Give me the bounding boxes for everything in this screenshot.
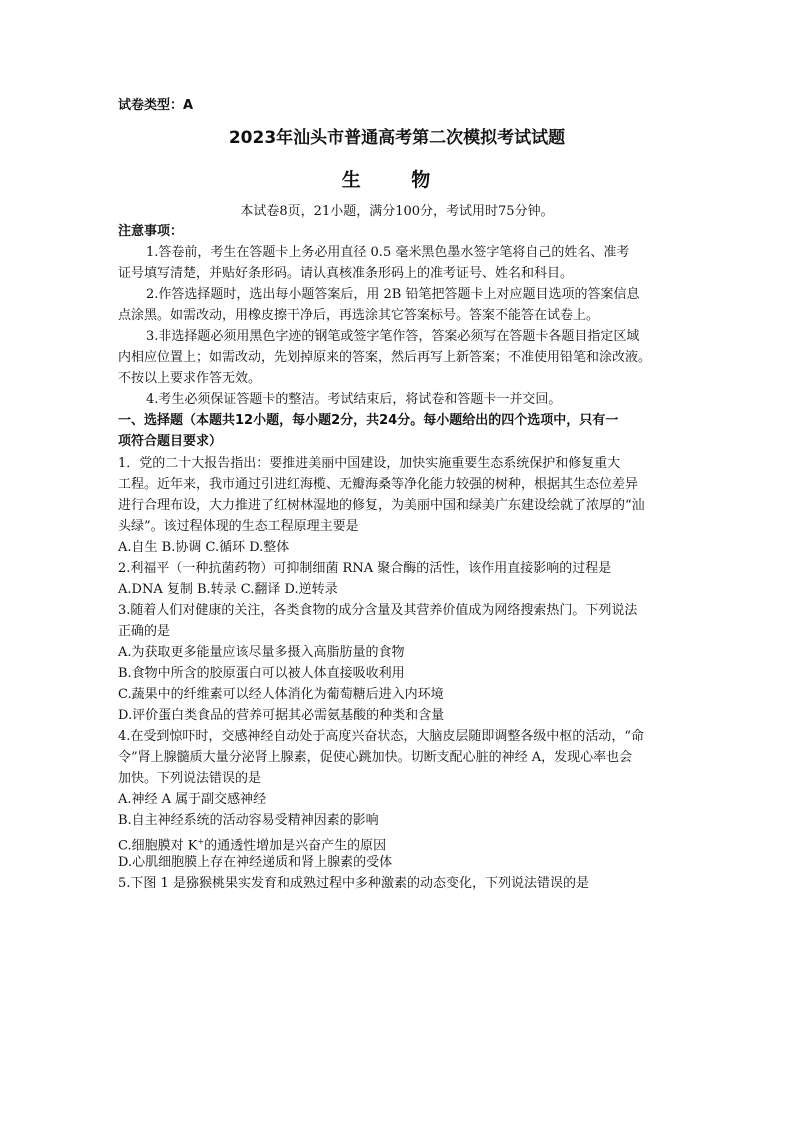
question-1-line: 头绿”。该过程体现的生态工程原理主要是 bbox=[118, 519, 359, 534]
page-title: 2023年汕头市普通高考第二次模拟考试试题 bbox=[228, 128, 566, 148]
question-3-line: 正确的是 bbox=[118, 624, 171, 639]
option-c-text: C.细胞膜对 K bbox=[118, 838, 198, 854]
note-line: 1.答卷前，考生在答题卡上务必用直径 0.5 毫米黑色墨水签字笔将自己的姓名、准考 bbox=[146, 245, 630, 260]
question-4-line: 加快。下列说法错误的是 bbox=[118, 771, 262, 786]
question-3-option-b: B.食物中所含的胶原蛋白可以被人体直接吸收利用 bbox=[118, 666, 405, 681]
note-line: 4.考生必须保证答题卡的整洁。考试结束后，将试卷和答题卡一并交回。 bbox=[146, 392, 562, 407]
notes-heading: 注意事项： bbox=[118, 224, 184, 239]
question-4-option-a: A.神经 A 属于副交感神经 bbox=[118, 792, 267, 807]
question-4-option-b: B.自主神经系统的活动容易受精神因素的影响 bbox=[118, 813, 379, 828]
note-line: 点涂黑。如需改动，用橡皮擦干净后，再选涂其它答案标号。答案不能答在试卷上。 bbox=[118, 308, 600, 323]
question-2-line: 2.利福平（一种抗菌药物）可抑制细菌 RNA 聚合酶的活性，该作用直接影响的过程是 bbox=[118, 561, 612, 576]
question-4-line: 4.在受到惊吓时，交感神经自动处于高度兴奋状态，大脑皮层随即调整各级中枢的活动，“命 bbox=[118, 729, 645, 744]
question-3-option-a: A.为获取更多能量应该尽量多摄入高脂肪量的食物 bbox=[118, 645, 405, 660]
question-3-line: 3.随着人们对健康的关注，各类食物的成分含量及其营养价值成为网络搜索热门。下列说法 bbox=[118, 603, 638, 618]
question-5-line: 5.下图 1 是猕猴桃果实发育和成熟过程中多种激素的动态变化，下列说法错误的是 bbox=[118, 876, 589, 891]
option-c-text: 的通透性增加是兴奋产生的原因 bbox=[204, 838, 387, 854]
question-1-line: 1．党的二十大报告指出：要推进美丽中国建设，加快实施重要生态系统保护和修复重大 bbox=[118, 456, 621, 471]
question-4-option-d: D.心肌细胞膜上存在神经递质和肾上腺素的受体 bbox=[118, 855, 393, 870]
potassium-charge: + bbox=[197, 837, 205, 846]
question-1-options: A.自生 B.协调 C.循环 D.整体 bbox=[118, 540, 290, 555]
question-3-option-d: D.评价蛋白类食品的营养可据其必需氨基酸的种类和含量 bbox=[118, 708, 445, 723]
note-line: 内相应位置上；如需改动，先划掉原来的答案，然后再写上新答案；不准使用铅笔和涂改液。 bbox=[118, 350, 652, 365]
question-1-line: 工程。近年来，我市通过引进红海榄、无瓣海桑等净化能力较强的树种，根据其生态位差异 bbox=[118, 477, 639, 492]
question-4-line: 令”肾上腺髓质大量分泌肾上腺素，促使心跳加快。切断支配心脏的神经 A，发现心率也会 bbox=[118, 750, 633, 765]
paper-type: 试卷类型：A bbox=[118, 98, 194, 113]
section-heading: 一、选择题（本题共12小题，每小题2分，共24分。每小题给出的四个选项中，只有一 bbox=[118, 413, 619, 428]
note-line: 不按以上要求作答无效。 bbox=[118, 371, 262, 386]
note-line: 3.非选择题必须用黑色字迹的钢笔或签字笔作答，答案必须写在答题卡各题目指定区域 bbox=[146, 329, 640, 344]
question-2-options: A.DNA 复制 B.转录 C.翻译 D.逆转录 bbox=[118, 582, 338, 597]
exam-info: 本试卷8页，21小题，满分100分，考试用时75分钟。 bbox=[240, 204, 554, 219]
section-heading: 项符合题目要求） bbox=[118, 434, 223, 449]
question-3-option-c: C.蔬果中的纤维素可以经人体消化为葡萄糖后进入内环境 bbox=[118, 687, 444, 702]
note-line: 2.作答选择题时，选出每小题答案后，用 2B 铅笔把答题卡上对应题目选项的答案信息 bbox=[146, 287, 640, 302]
note-line: 证号填写清楚，并贴好条形码。请认真核准条形码上的准考证号、姓名和科目。 bbox=[118, 266, 574, 281]
question-1-line: 进行合理布设，大力推进了红树林湿地的修复，为美丽中国和绿美广东建设绘就了浓厚的“汕 bbox=[118, 498, 645, 513]
subject-title: 生 物 bbox=[341, 169, 453, 191]
